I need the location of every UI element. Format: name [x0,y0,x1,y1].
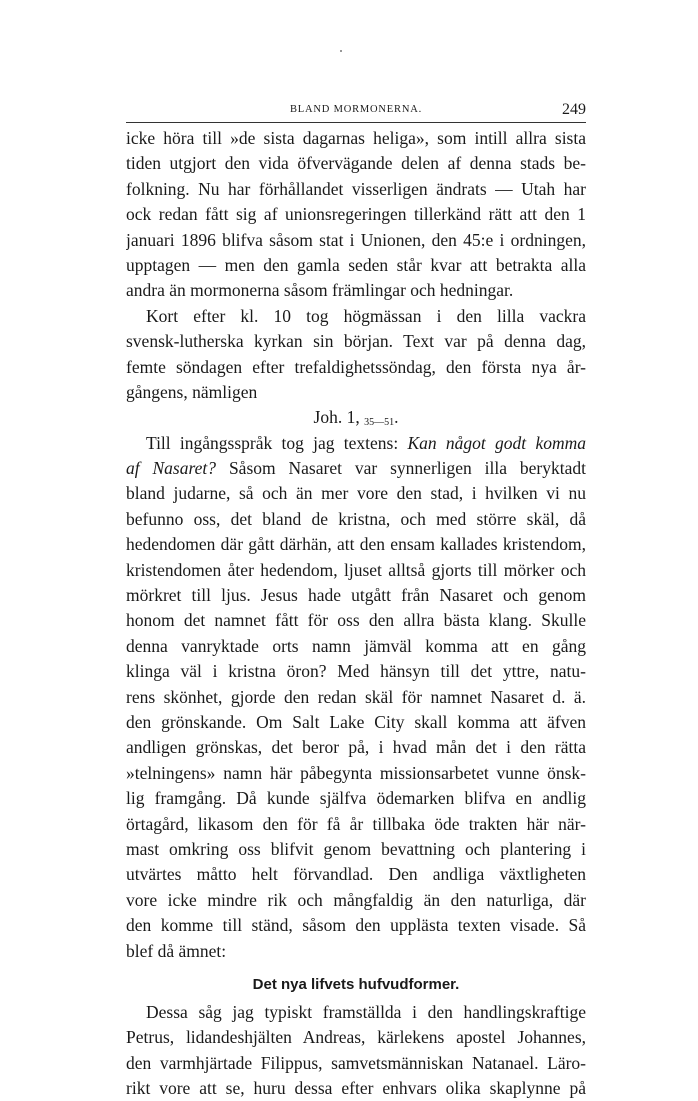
text-line: klinga väl i kristna öron? Med hänsyn till det yttre, natu- [126,661,586,682]
text-line: af Nasaret? Såsom Nasaret var synnerligen illa beryktadt [126,458,586,479]
text-line: Dessa såg jag typiskt framställda i den handlingskraftige [146,1001,586,1022]
text-line: femte söndagen efter trefaldighetssöndag, den första nya år- [126,356,586,377]
text-line: bland judarne, så och än mer vore den stad, i hvilken vi nu [126,483,586,504]
paragraph-start: Kort efter kl. 10 tog högmässan i den lilla vackra [146,305,586,326]
verse-reference: Joh. 1, $_{35—51}$. [313,407,399,429]
text-line: vore icke mindre rik och mångfaldig än den naturliga, där [126,889,586,910]
page-speck [340,50,342,52]
text-line: gångens, nämligen [126,381,258,402]
text-line: den grönskande. Om Salt Lake City skall komma att äfven [126,711,586,732]
page-number: 249 [562,101,586,118]
text-line: andligen grönskas, det beror på, i hvad mån det i den rätta [126,737,586,758]
text-line: kristendomen åter hedendom, ljuset alltså gjorts till mörker och [126,559,586,580]
text-line: hedendomen där gått därhän, att den ensam kallades kristendom, [126,534,586,555]
text-line: icke höra till »de sista dagarnas heliga», som intill allra sista [126,128,586,148]
italic-quote: af Nasaret? [126,458,217,479]
text-line: utvärtes måtto helt förvandlad. Den andliga växtligheten [126,864,586,885]
running-title: BLAND MORMONERNA. [289,104,423,115]
text-line: »telningens» namn här påbegynta missionsarbetet vunne önsk- [126,762,586,783]
text-line: honom det namnet fått för oss den allra bästa klang. Skulle [126,610,586,631]
text-line: Till ingångsspråk tog jag textens: Kan något godt komma [146,432,586,453]
text-line: svensk-lutherska kyrkan sin början. Text var på denna dag, [126,331,586,352]
italic-quote: Kan något godt komma [407,432,586,453]
body-text [126,126,586,1101]
header-rule [126,122,586,123]
text-line: den varmhjärtade Filippus, samvetsmänniskan Natanael. Läro- [126,1052,586,1073]
text-line: mast omkring oss blifvit genom bevattning och plantering i [126,838,586,859]
text-line: mörkret till ljus. Jesus hade utgått från Nasaret och genom [126,585,586,606]
text-line [126,304,586,329]
text-line: januari 1896 blifva såsom stat i Unionen, den 45:e i ordningen, [126,229,586,250]
text-line: blef då ämnet: [126,940,227,961]
text-line: befunno oss, det bland de kristna, och med större skäl, då [126,508,586,529]
text-line: den komme till ständ, såsom den upplästa texten visade. Så [126,915,586,936]
text-line: andra än mormonerna såsom främlingar och hedningar. [126,280,514,301]
text-line: upptagen — men den gamla seden står kvar att betrakta alla [126,254,586,275]
verse-range: 35—51 [364,417,395,429]
text-line: rikt vore att se, huru dessa efter enhvars olika skaplynne på [126,1078,586,1099]
text-line: tiden utgjort den vida öfvervägande delen af denna stads be- [126,153,586,174]
text-line: ock redan fått sig af unionsregeringen tillerkänd rätt att den 1 [126,204,586,225]
section-heading: Det nya lifvets hufvudformer. [252,975,460,993]
text-line: folkning. Nu har förhållandet visserligen ändrats — Utah har [126,178,586,199]
text-line: örtagård, likasom den för få år tillbaka öde trakten här när- [126,813,586,834]
text-line: Petrus, lidandeshjälten Andreas, kärlekens apostel Johannes, [126,1027,586,1048]
text-line: denna vanryktade orts namn jämväl komma att en gång [126,635,586,656]
text-line: rens skönhet, gjorde den redan skäl för namnet Nasaret d. ä. [126,686,586,707]
running-header [126,100,586,122]
text-line: lig framgång. Då kunde själfva ödemarken blifva en andlig [126,788,586,809]
